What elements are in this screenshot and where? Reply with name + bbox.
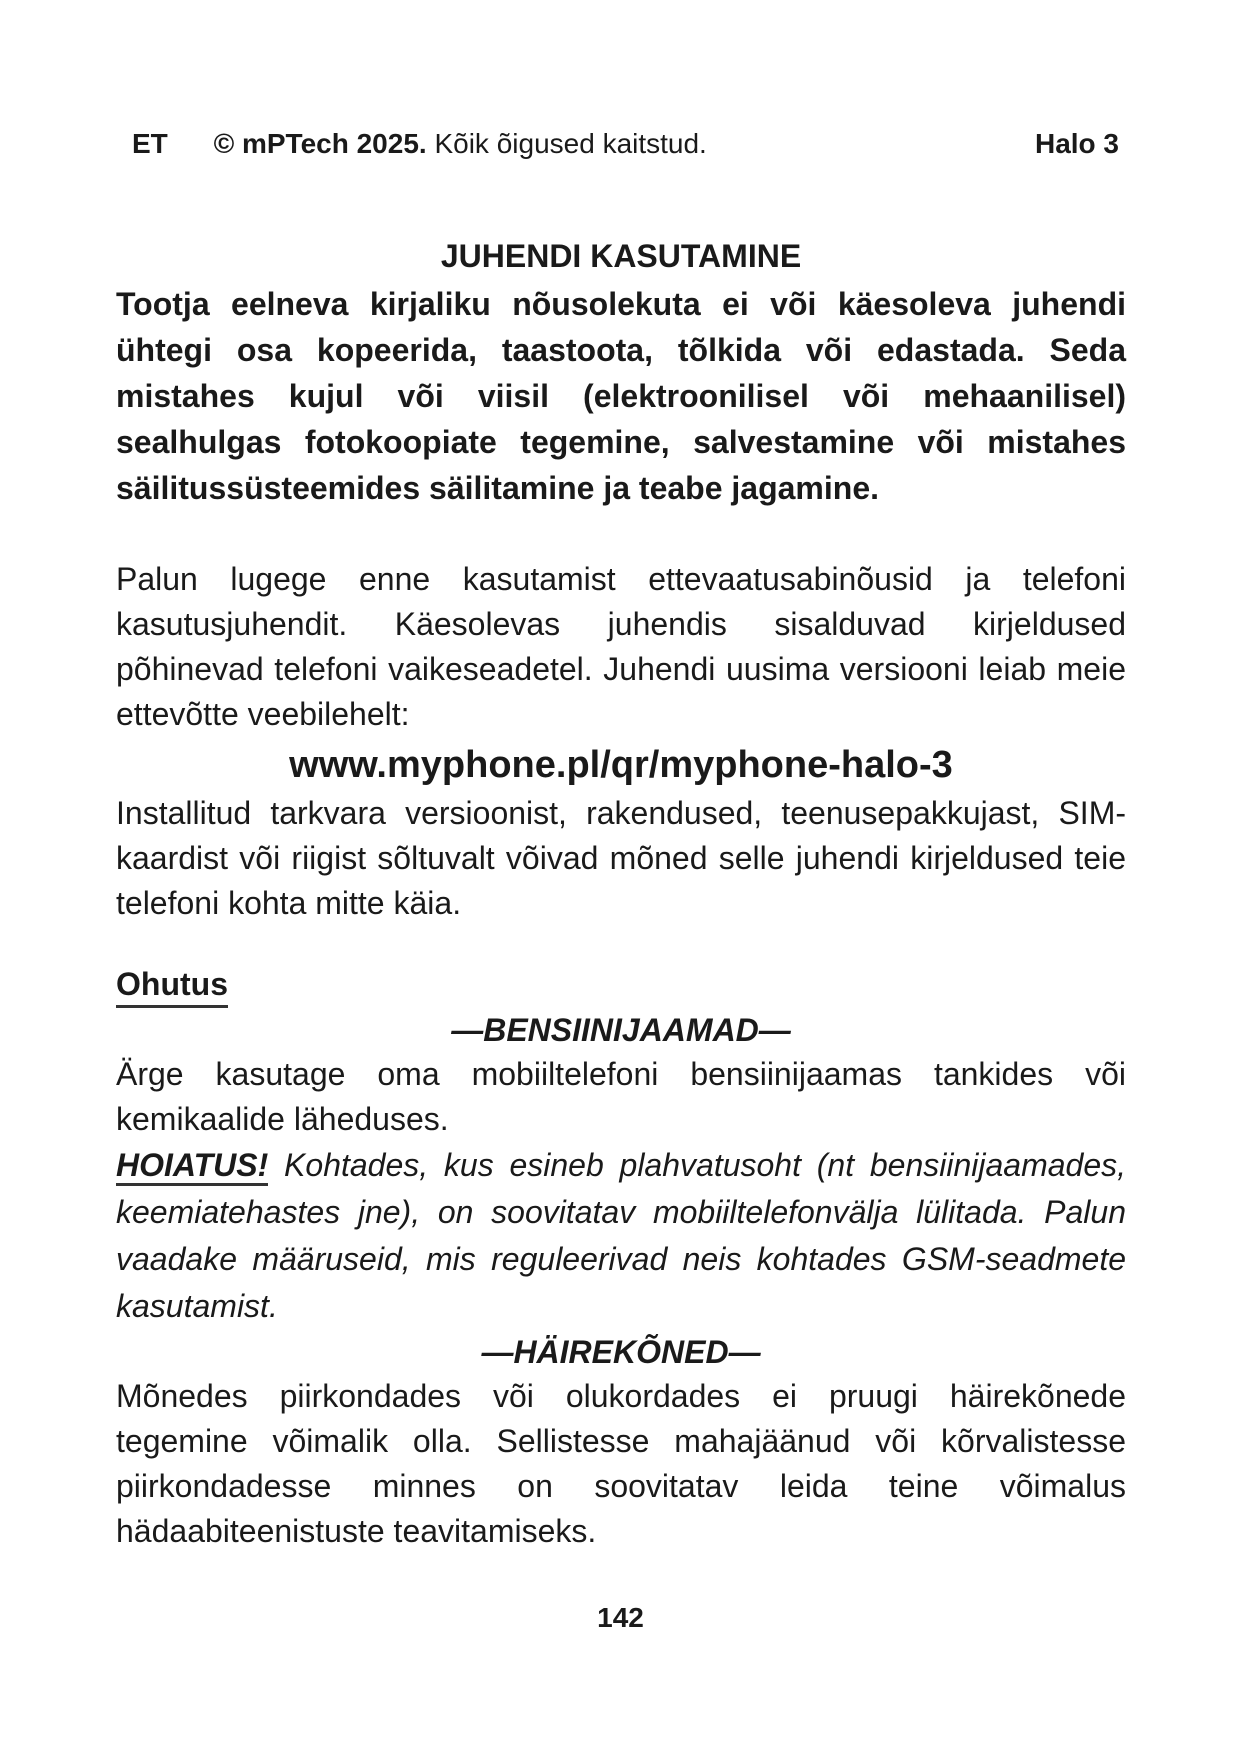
language-code: ET — [132, 128, 168, 159]
copyright: © mPTech 2025. — [213, 128, 427, 159]
copyright-notice: Tootja eelneva kirjaliku nõusolekuta ei või käesoleva juhendi ühtegi osa kopeerida, taastoota, tõlkida või edastada. Seda mistahes kujul või viisil (elektroonilisel või mehaanilisel) sealhulgas fotokoopiate tegemine, salvestamine või mistahes säilitussüsteemides säilitamine ja teabe jagamine. — [116, 286, 1126, 506]
rights-reserved: Kõik õigused kaitstud. — [434, 128, 707, 159]
intro-paragraph: Palun lugege enne kasutamist ettevaatusabinõusid ja telefoni kasutusjuhendit. Käesolevas juhendis sisalduvad kirjeldused põhinevad telefoni vaikeseadetel. Juhendi uusima versiooni leiab meie ettevõtte veebilehelt: — [116, 561, 1126, 732]
usage-title: JUHENDI KASUTAMINE — [440, 238, 802, 274]
page-content — [116, 238, 1126, 1554]
warning-label: HOIATUS! — [116, 1147, 268, 1186]
header-left — [132, 128, 707, 160]
warning-paragraph — [116, 1142, 1126, 1330]
safety-title: Ohutus — [116, 966, 228, 1008]
emergency-calls-heading: —HÄIREKÕNED— — [481, 1334, 761, 1370]
manual-url: www.myphone.pl/qr/myphone-halo-3 — [289, 744, 953, 786]
warning-text: Kohtades, kus esineb plahvatusoht (nt bensiinijaamades, keemiatehastes jne), on soovitatav mobiiltelefonvälja lülitada. Palun vaadake määruseid, mis reguleerivad neis kohtades GSM-seadmete kasutamist. — [116, 1147, 1127, 1324]
emergency-calls-text: Mõnedes piirkondades või olukordades ei pruugi häirekõnede tegemine võimalik olla. Sellistesse mahajäänud või kõrvalistesse piirkondadesse minnes on soovitatav leida teine võimalus hädaabiteenistuste teavitamiseks. — [116, 1378, 1126, 1549]
device-model: Halo 3 — [1034, 128, 1119, 159]
spacer — [116, 511, 1126, 557]
spacer — [116, 926, 1126, 966]
gas-stations-heading: —BENSIINIJAAMAD— — [451, 1012, 791, 1048]
page-header — [132, 128, 1119, 160]
gas-stations-text: Ärge kasutage oma mobiiltelefoni bensiinijaamas tankides või kemikaalide läheduses. — [116, 1056, 1126, 1137]
page-number: 142 — [597, 1602, 644, 1633]
software-note: Installitud tarkvara versioonist, rakendused, teenusepakkujast, SIM-kaardist või riigist sõltuvalt võivad mõned selle juhendi kirjeldused teie telefoni kohta mitte käia. — [116, 795, 1126, 921]
